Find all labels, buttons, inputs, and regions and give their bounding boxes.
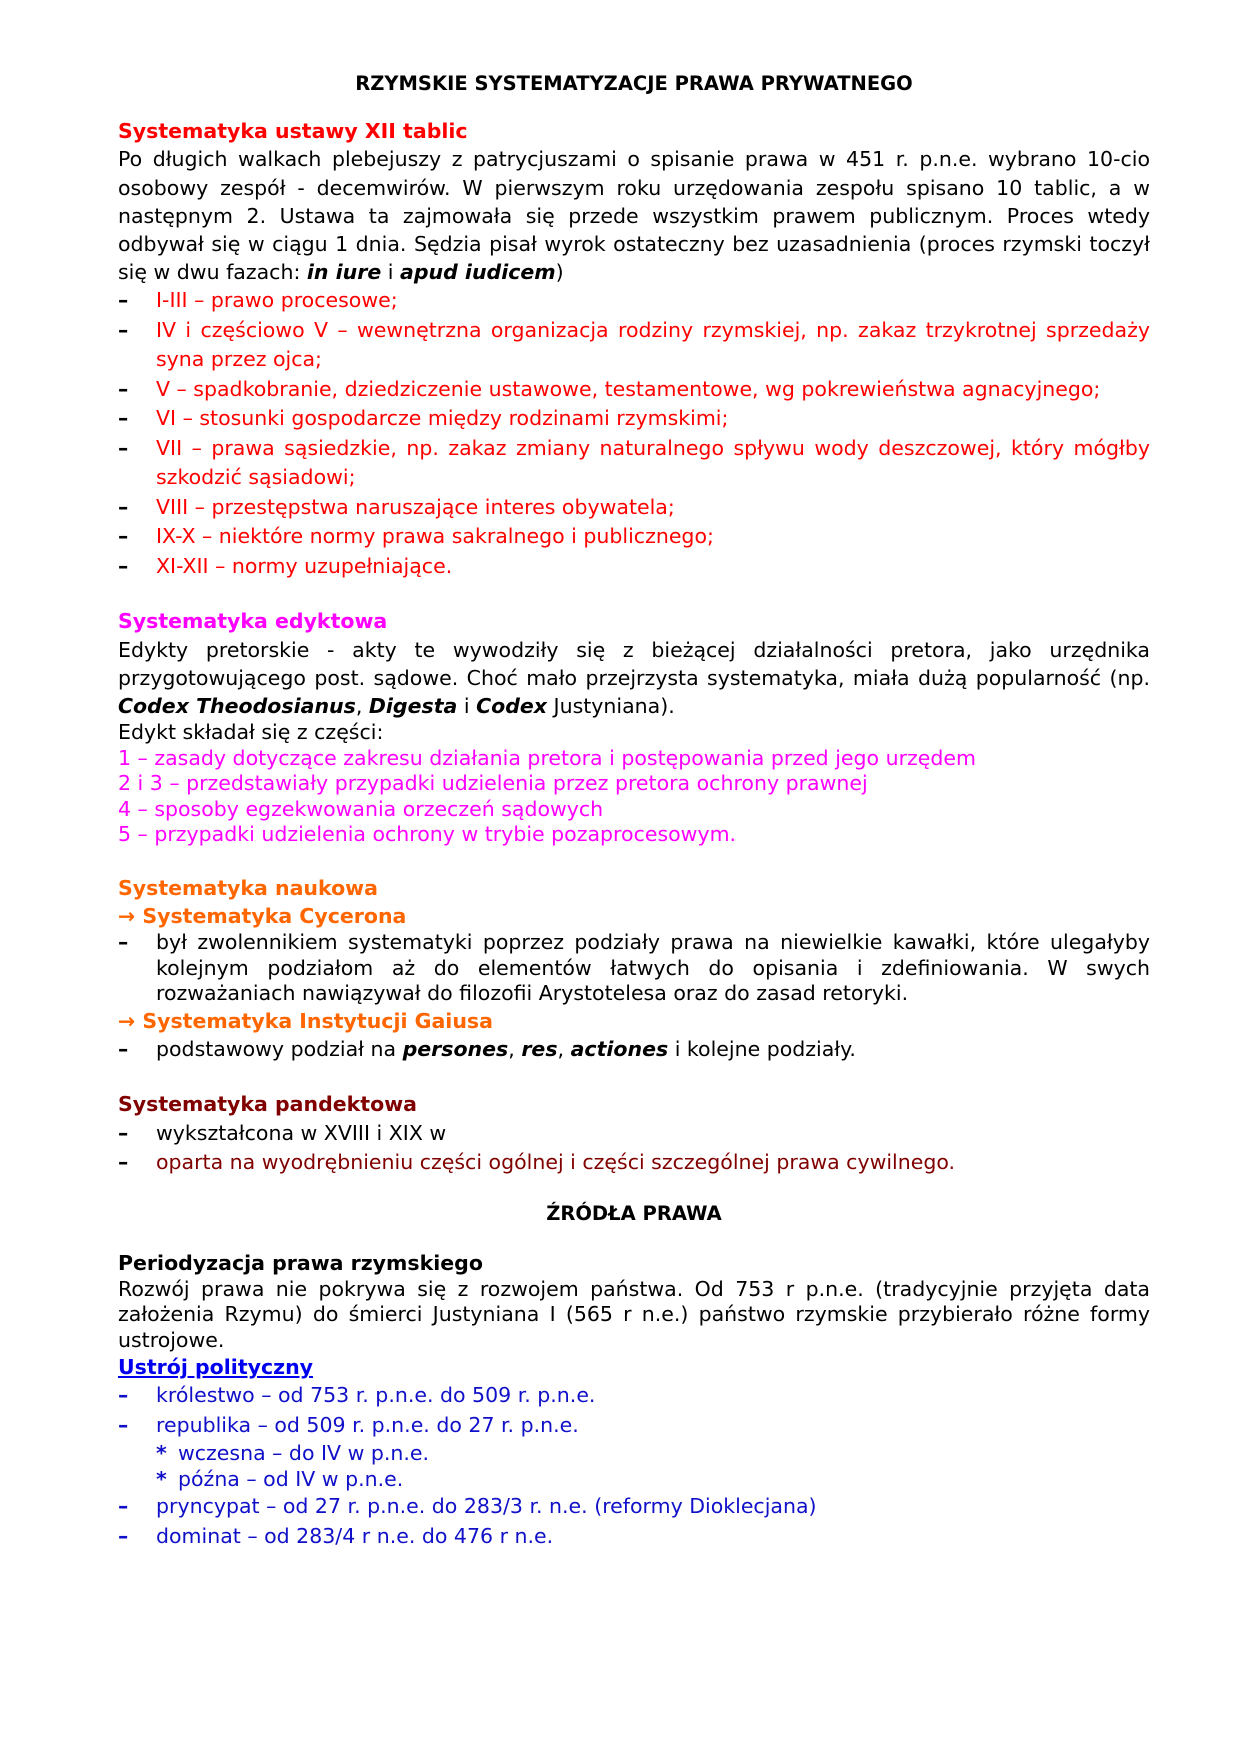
section-heading-edict: Systematyka edyktowa [118,609,388,634]
term-codex-theodosianus: Codex Theodosianus [118,694,356,719]
list-item: – I-III – prawo procesowe; [118,286,1150,316]
list-item: – VI – stosunki gospodarcze między rodzinami rzymskimi; [118,404,1150,434]
list-item: – królestwo – od 753 r. p.n.e. do 509 r. p.n.e. [118,1381,1150,1411]
section-heading-pandect: Systematyka pandektowa [118,1092,417,1117]
section-heading-xii-tables: Systematyka ustawy XII tablic [118,119,468,144]
text-run: i [381,260,401,285]
list-item: 4 – sposoby egzekwowania orzeczeń sądowych [118,796,604,821]
document-title: RZYMSKIE SYSTEMATYZACJE PRAWA PRYWATNEGO [355,72,913,95]
list-item: – był zwolennikiem systematyki poprzez podziały prawa na niewielkie kawałki, które ulegałyby kolejnym podziałom aż do elementów łatwych do opisania i zdefiniowania. W swych rozważaniach nawiązywał do filozofii Arystotelesa oraz do zasad retoryki. [118,930,1150,1007]
sources-title: ŹRÓDŁA PRAWA [546,1201,722,1225]
term-digesta: Digesta [368,694,458,719]
periodization-paragraph: Rozwój prawa nie pokrywa się z rozwojem państwa. Od 753 r p.n.e. (tradycyjnie przyjęta data założenia Rzymu) do śmierci Justyniana I (565 r n.e.) państwo rzymskie przybierało różne formy ustrojowe. [118,1276,1150,1352]
cicero-list [118,930,1150,1007]
list-item: – pryncypat – od 27 r. p.n.e. do 283/3 r. n.e. (reformy Dioklecjana) [118,1492,1150,1522]
list-item: – dominat – od 283/4 r n.e. do 476 r n.e. [118,1522,1150,1552]
gaius-list [118,1035,1150,1065]
list-item: – wykształcona w XVIII i XIX w [118,1119,1150,1149]
term-in-iure: in iure [306,260,382,285]
list-item: – VIII – przestępstwa naruszające interes obywatela; [118,493,1150,523]
pandect-list [118,1119,1150,1178]
text-run: ) [555,260,564,285]
xii-tables-paragraph [118,145,1150,286]
subheading-gaius: → Systematyka Instytucji Gaiusa [118,1008,493,1033]
list-item: 5 – przypadki udzielenia ochrony w trybie pozaprocesowym. [118,822,737,847]
text-run: , [355,694,369,719]
list-item: * wczesna – do IV w p.n.e. [118,1440,1150,1466]
subheading-cicero: → Systematyka Cycerona [118,903,407,928]
term-actiones: actiones [570,1036,669,1061]
text-run: Justyniana). [547,694,675,719]
section-heading-periodization: Periodyzacja prawa rzymskiego [118,1250,483,1275]
political-system-list [118,1381,1150,1440]
text-run: podstawowy podział na [156,1036,403,1061]
text-run: Po długich walkach plebejuszy z patrycjuszami o spisanie prawa w 451 r. p.n.e. wybrano 10-cio osobowy zespół - decemwirów. W pierwszym roku urzędowania zespołu spisano 10 tablic, a w następnym 2. Ustawa ta zajmowała się przede wszystkim prawem publicznym. Proces wtedy odbywał się w ciągu 1 dnia. Sędzia pisał wyrok ostateczny bez uzasadnienia (proces rzymski toczył się w dwu fazach: [118,147,1150,285]
text-run: i kolejne podziały. [668,1036,856,1061]
term-res: res [521,1036,558,1061]
list-item: – IX-X – niektóre normy prawa sakralnego i publicznego; [118,522,1150,552]
term-persones: persones [402,1036,509,1061]
edict-parts-intro: Edykt składał się z części: [118,720,384,745]
term-apud-iudicem: apud iudicem [400,260,556,285]
text-run: Edykty pretorskie - akty te wywodziły się z bieżącej działalności pretora, jako urzędnika przygotowującego post. sądowe. Choć mało przejrzysta systematyka, miała dużą popularność (np. [118,637,1150,690]
list-item: – oparta na wyodrębnieniu części ogólnej i części szczególnej prawa cywilnego. [118,1148,1150,1178]
text-run: i [457,694,477,719]
xii-tables-list [118,286,1150,581]
list-item: – VII – prawa sąsiedzkie, np. zakaz zmiany naturalnego spływu wody deszczowej, który mógłby szkodzić sąsiadowi; [118,434,1150,493]
list-item: 1 – zasady dotyczące zakresu działania pretora i postępowania przed jego urzędem [118,745,976,770]
political-system-link[interactable]: Ustrój polityczny [118,1355,314,1380]
list-item: – IV i częściowo V – wewnętrzna organizacja rodziny rzymskiej, np. zakaz trzykrotnej sprzedaży syna przez ojca; [118,316,1150,375]
section-heading-science: Systematyka naukowa [118,875,378,900]
edict-parts [118,720,1150,848]
political-system-list-continued [118,1492,1150,1551]
text-run: , [557,1036,571,1061]
republic-sublist [118,1440,1150,1492]
list-item [118,1035,1150,1065]
list-item: – republika – od 509 r. p.n.e. do 27 r. p.n.e. [118,1411,1150,1441]
list-item: – V – spadkobranie, dziedziczenie ustawowe, testamentowe, wg pokrewieństwa agnacyjnego; [118,375,1150,405]
list-item: 2 i 3 – przedstawiały przypadki udzielenia przez pretora ochrony prawnej [118,771,868,796]
text-run: , [508,1036,522,1061]
edict-paragraph [118,636,1150,721]
document-page [118,70,1150,1551]
term-codex: Codex [476,694,548,719]
list-item: – XI-XII – normy uzupełniające. [118,552,1150,582]
list-item: * późna – od IV w p.n.e. [118,1466,1150,1492]
